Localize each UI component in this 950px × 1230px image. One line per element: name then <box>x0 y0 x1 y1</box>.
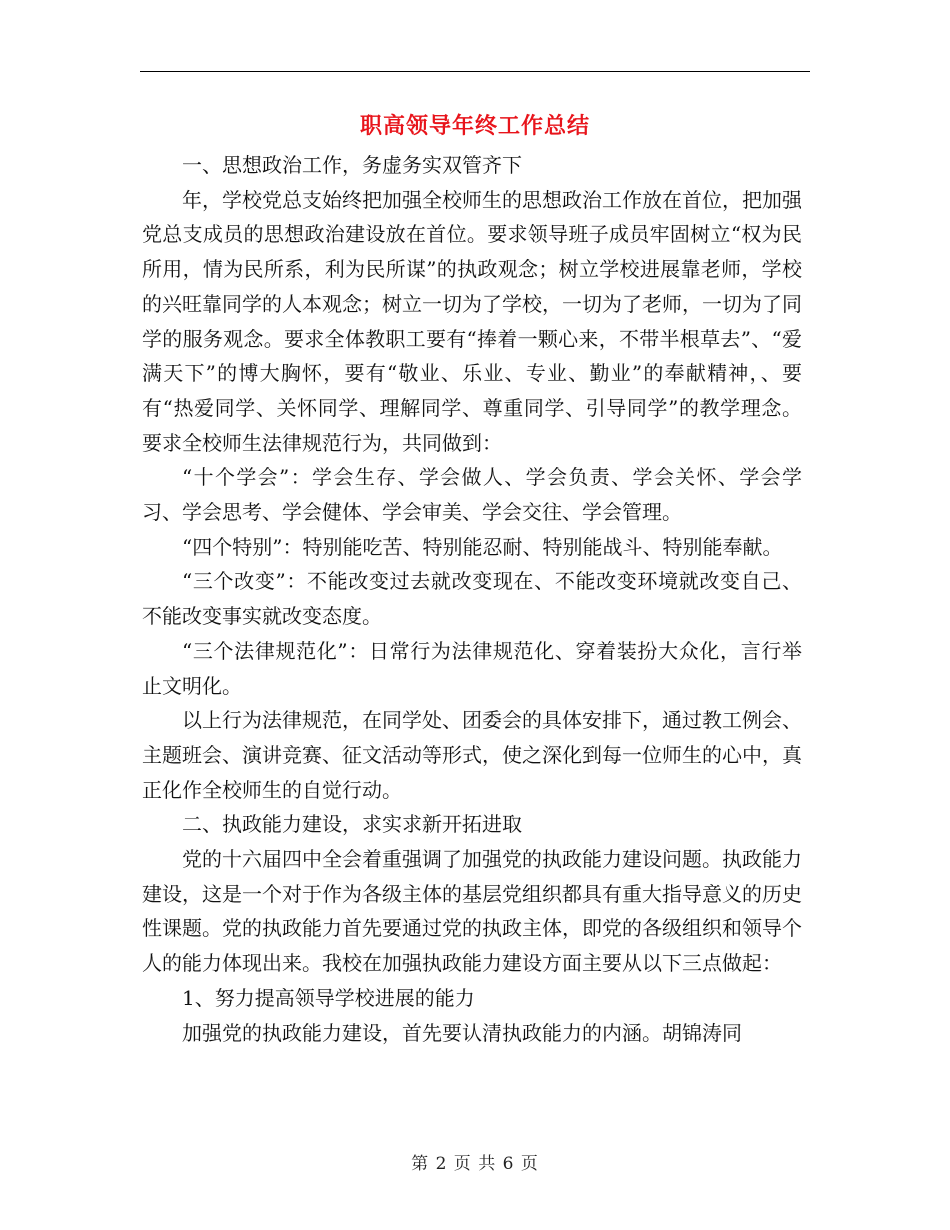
document-body <box>142 148 802 1050</box>
paragraph: 加强党的执政能力建设，首先要认清执政能力的内涵。胡锦涛同 <box>182 1020 742 1045</box>
paragraph: 以上行为法律规范，在同学处、团委会的具体安排下，通过教工例会、主题班会、演讲竞赛、征文活动等形式，使之深化到每一位师生的心中，真正化作全校师生的自觉行动。 <box>142 708 802 802</box>
paragraph-heading-2: 二、执政能力建设，求实求新开拓进取 <box>182 812 522 837</box>
header-rule <box>140 71 810 72</box>
paragraph: 年，学校党总支始终把加强全校师生的思想政治工作放在首位，把加强党总支成员的思想政治建设放在首位。要求领导班子成员牢固树立“权为民所用，情为民所系，利为民所谋”的执政观念；树立学校进展靠老师，学校的兴旺靠同学的人本观念；树立一切为了学校，一切为了老师，一切为了同学的服务观念。要求全体教职工要有“捧着一颗心来，不带半根草去”、“爱满天下”的博大胸怀，要有“敬业、乐业、专业、勤业”的奉献精神，、要有“热爱同学、关怀同学、理解同学、尊重同学、引导同学”的教学理念。要求全校师生法律规范行为，共同做到： <box>142 187 802 455</box>
document-title: 职高领导年终工作总结 <box>359 113 590 139</box>
paragraph: “三个改变”：不能改变过去就改变现在、不能改变环境就改变自己、不能改变事实就改变态度。 <box>142 569 802 629</box>
paragraph: “三个法律规范化”：日常行为法律规范化、穿着装扮大众化，言行举止文明化。 <box>142 638 802 698</box>
paragraph: “十个学会”：学会生存、学会做人、学会负责、学会关怀、学会学习、学会思考、学会健体、学会审美、学会交往、学会管理。 <box>142 465 802 525</box>
page-number: 第 2 页 共 6 页 <box>411 1154 539 1174</box>
paragraph: “四个特别”：特别能吃苦、特别能忍耐、特别能战斗、特别能奉献。 <box>182 534 783 559</box>
paragraph-subheading: 1、努力提高领导学校进展的能力 <box>182 985 475 1010</box>
paragraph: 党的十六届四中全会着重强调了加强党的执政能力建设问题。执政能力建设，这是一个对于作为各级主体的基层党组织都具有重大指导意义的历史性课题。党的执政能力首先要通过党的执政主体，即党的各级组织和领导个人的能力体现出来。我校在加强执政能力建设方面主要从以下三点做起： <box>142 847 802 976</box>
paragraph-heading-1: 一、思想政治工作，务虚务实双管齐下 <box>182 153 522 177</box>
